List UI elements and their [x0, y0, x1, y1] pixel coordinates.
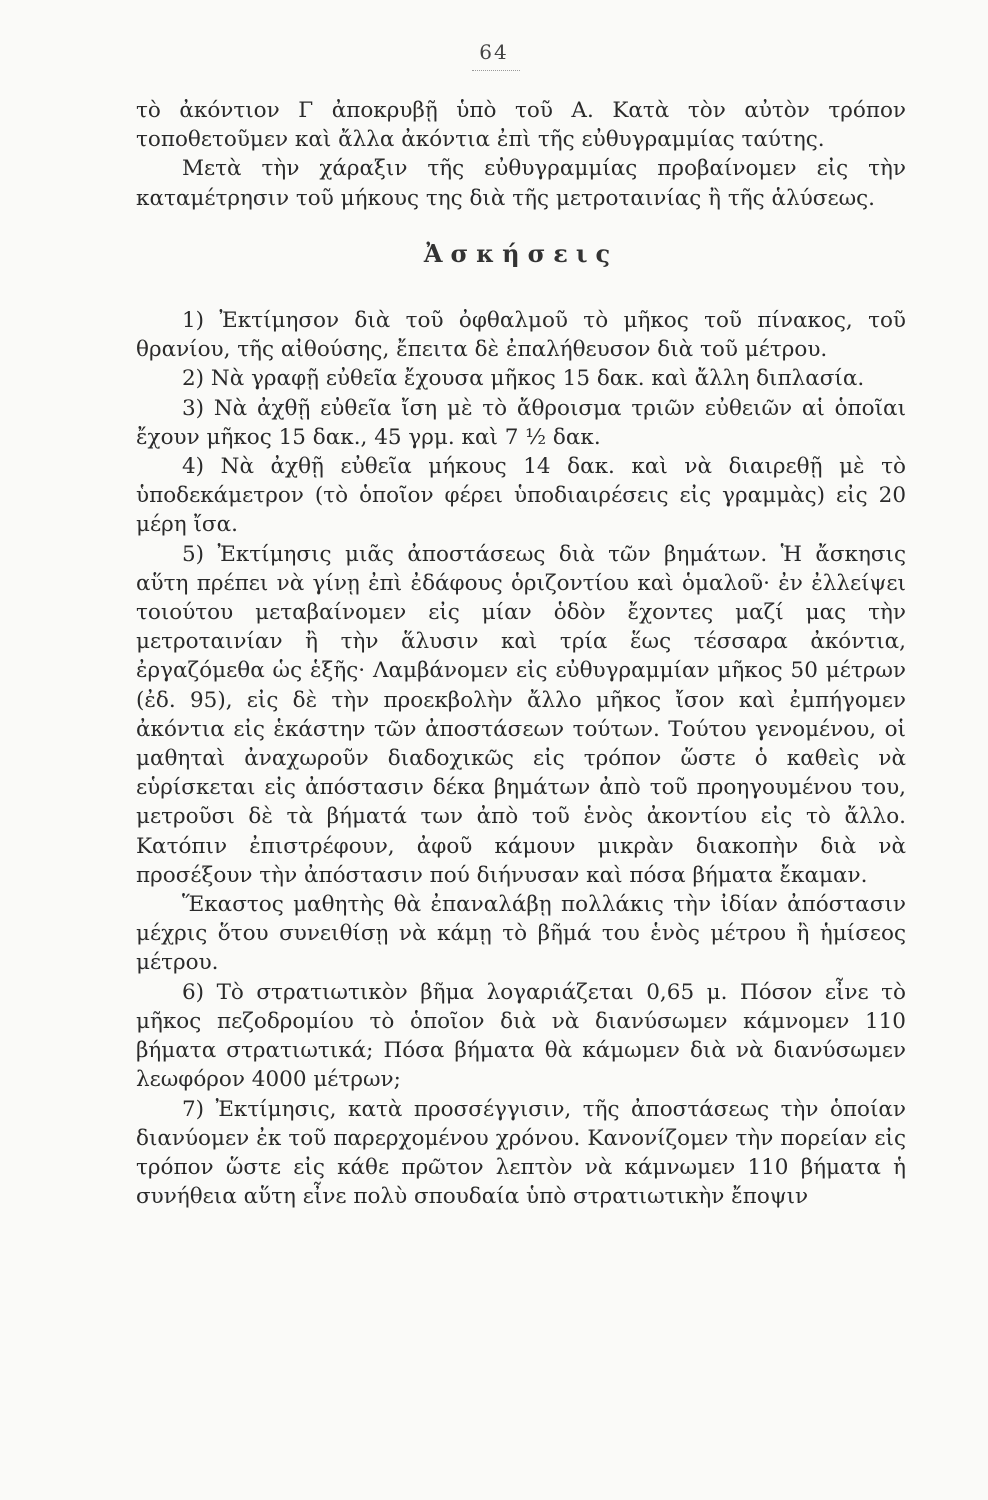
paragraph-continuation: τὸ ἀκόντιον Γ ἀποκρυβῇ ὑπὸ τοῦ Α. Κατὰ τὸν αὐτὸν τρόπον τοποθετοῦμεν καὶ ἄλλα ἀκόντια ἐπὶ τῆς εὐθυγραμμίας ταύτης.: [136, 98, 906, 153]
exercise-5: 5) Ἐκτίμησις μιᾶς ἀποστάσεως διὰ τῶν βημάτων. Ἡ ἄσκησις αὕτη πρέπει νὰ γίνῃ ἐπὶ ἐδάφους ὁριζοντίου καὶ ὁμαλοῦ· ἐν ἐλλείψει τοιούτου μεταβαίνομεν εἰς μίαν ὁδὸν ἔχοντες μαζί μας τὴν μετροταινίαν ἢ τὴν ἅλυσιν καὶ τρία ἕως τέσσαρα ἀκόντια, ἐργαζόμεθα ὡς ἑξῆς· Λαμβάνομεν εἰς εὐθυγραμμίαν μῆκος 50 μέτρων (ἐδ. 95), εἰς δὲ τὴν προεκβολὴν ἄλλο μῆκος ἴσον καὶ ἐμπήγομεν ἀκόντια εἰς ἑκάστην τῶν ἀποστάσεων τούτων. Τούτου γενομένου, οἱ μαθηταὶ ἀναχωροῦν διαδοχικῶς εἰς τρόπον ὥστε ὁ καθεὶς νὰ εὑρίσκεται εἰς ἀπόστασιν δέκα βημάτων ἀπὸ τοῦ προηγουμένου του, μετροῦσι δὲ τὰ βήματά των ἀπὸ τοῦ ἑνὸς ἀκοντίου εἰς τὸ ἄλλο. Κατόπιν ἐπιστρέφουν, ἀφοῦ κάμουν μικρὰν διακοπὴν διὰ νὰ προσέξουν τὴν ἀπόστασιν πού διήνυσαν καὶ πόσα βήματα ἔκαμαν.: [136, 541, 906, 888]
page-number: 64: [479, 40, 509, 64]
exercise-6: 6) Τὸ στρατιωτικὸν βῆμα λογαριάζεται 0,65 μ. Πόσον εἶνε τὸ μῆκος πεζοδρομίου τὸ ὁποῖον διὰ νὰ διανύσωμεν κάμνομεν 110 βήματα στρατιωτικά; Πόσα βήματα θὰ κάμωμεν διὰ νὰ διανύσωμεν λεωφόρον 4000 μέτρων;: [136, 979, 906, 1093]
section-heading: Ἀσκήσεις: [423, 238, 619, 268]
exercise-2: 2) Νὰ γραφῇ εὐθεῖα ἔχουσα μῆκος 15 δακ. καὶ ἄλλη διπλασία.: [182, 366, 865, 392]
body-text: [136, 96, 906, 1211]
exercise-1: 1) Ἐκτίμησον διὰ τοῦ ὀφθαλμοῦ τὸ μῆκος τοῦ πίνακος, τοῦ θρανίου, τῆς αἰθούσης, ἔπειτα δὲ ἐπαλήθευσον διὰ τοῦ μέτρου.: [136, 308, 906, 363]
exercise-5-note: Ἕκαστος μαθητὴς θὰ ἐπαναλάβῃ πολλάκις τὴν ἰδίαν ἀπόστασιν μέχρις ὅτου συνειθίσῃ νὰ κάμῃ τὸ βῆμά του ἑνὸς μέτρου ἢ ἡμίσεος μέτρου.: [136, 892, 906, 976]
exercise-3: 3) Νὰ ἀχθῇ εὐθεῖα ἴση μὲ τὸ ἄθροισμα τριῶν εὐθειῶν αἱ ὁποῖαι ἔχουν μῆκος 15 δακ., 45 γρμ. καὶ 7 ½ δακ.: [136, 395, 906, 450]
paragraph-measurement: Μετὰ τὴν χάραξιν τῆς εὐθυγραμμίας προβαίνομεν εἰς τὴν καταμέτρησιν τοῦ μήκους της διὰ τῆς μετροταινίας ἢ τῆς ἁλύσεως.: [136, 156, 906, 211]
page-number-rule: [472, 70, 520, 71]
exercise-4: 4) Νὰ ἀχθῇ εὐθεῖα μήκους 14 δακ. καὶ νὰ διαιρεθῇ μὲ τὸ ὑποδεκάμετρον (τὸ ὁποῖον φέρει ὑποδιαιρέσεις εἰς γραμμὰς) εἰς 20 μέρη ἴσα.: [136, 454, 906, 538]
exercise-7: 7) Ἐκτίμησις, κατὰ προσσέγγισιν, τῆς ἀποστάσεως τὴν ὁποίαν διανύομεν ἐκ τοῦ παρερχομένου χρόνου. Κανονίζομεν τὴν πορείαν εἰς τρόπον ὥστε εἰς κάθε πρῶτον λεπτὸν νὰ κάμνωμεν 110 βήματα ἡ συνήθεια αὕτη εἶνε πολὺ σπουδαία ὑπὸ στρατιωτικὴν ἔποψιν: [136, 1096, 906, 1210]
